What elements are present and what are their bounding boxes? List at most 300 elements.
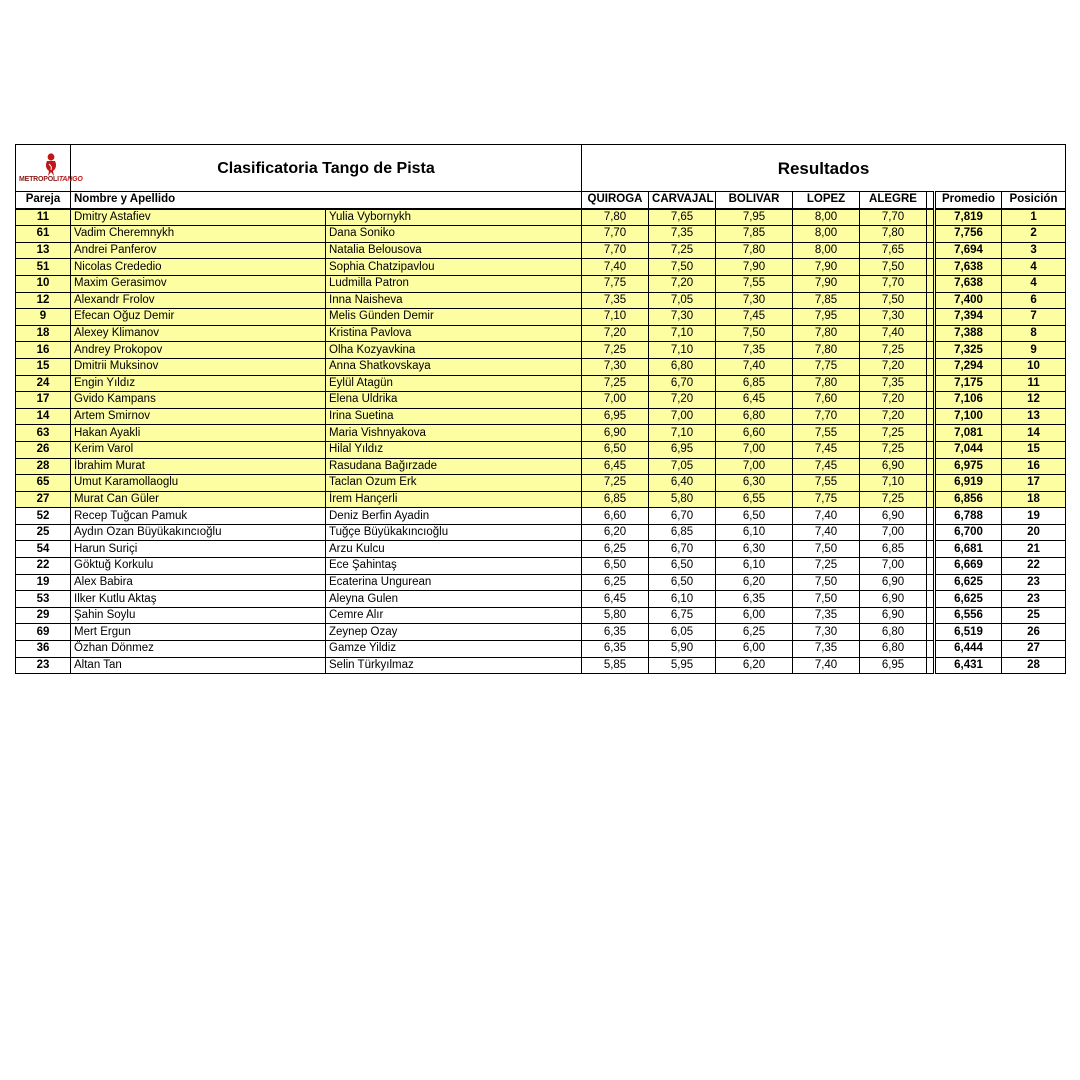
score-alegre: 7,30 (860, 309, 927, 326)
follower-name: Deniz Berfin Ayadin (326, 508, 582, 525)
score-lopez: 8,00 (793, 242, 860, 259)
score-lopez: 7,85 (793, 292, 860, 309)
table-row (16, 342, 1066, 359)
score-alegre: 7,20 (860, 358, 927, 375)
leader-name: Özhan Dönmez (71, 641, 326, 658)
promedio-value: 7,081 (935, 425, 1002, 442)
pareja-number: 69 (16, 624, 71, 641)
title-row (16, 145, 1066, 192)
pareja-number: 65 (16, 475, 71, 492)
score-alegre: 7,50 (860, 259, 927, 276)
score-quiroga: 7,40 (582, 259, 649, 276)
follower-name: Zeynep Ozay (326, 624, 582, 641)
score-carvajal: 7,00 (649, 408, 716, 425)
score-lopez: 7,80 (793, 325, 860, 342)
separator-cell (927, 624, 935, 641)
score-quiroga: 6,95 (582, 408, 649, 425)
score-lopez: 8,00 (793, 226, 860, 243)
separator-cell (927, 226, 935, 243)
pareja-number: 51 (16, 259, 71, 276)
score-carvajal: 7,20 (649, 392, 716, 409)
score-carvajal: 7,10 (649, 425, 716, 442)
score-lopez: 7,75 (793, 358, 860, 375)
table-row (16, 558, 1066, 575)
pareja-number: 25 (16, 524, 71, 541)
promedio-value: 7,819 (935, 209, 1002, 226)
table-row (16, 591, 1066, 608)
logo (16, 145, 83, 192)
follower-name: Maria Vishnyakova (326, 425, 582, 442)
pareja-number: 19 (16, 574, 71, 591)
score-bolivar: 6,85 (716, 375, 793, 392)
score-lopez: 7,80 (793, 375, 860, 392)
pareja-number: 15 (16, 358, 71, 375)
promedio-value: 7,400 (935, 292, 1002, 309)
score-bolivar: 6,50 (716, 508, 793, 525)
score-bolivar: 6,20 (716, 657, 793, 674)
separator-cell (927, 641, 935, 658)
table-row (16, 475, 1066, 492)
follower-name: Aleyna Gulen (326, 591, 582, 608)
score-alegre: 7,80 (860, 226, 927, 243)
leader-name: Kerim Varol (71, 441, 326, 458)
score-bolivar: 7,80 (716, 242, 793, 259)
score-carvajal: 6,05 (649, 624, 716, 641)
posicion-value: 23 (1002, 574, 1066, 591)
posicion-value: 17 (1002, 475, 1066, 492)
follower-name: Ecaterina Ungurean (326, 574, 582, 591)
posicion-value: 28 (1002, 657, 1066, 674)
score-alegre: 7,25 (860, 425, 927, 442)
follower-name: Eylül Atagün (326, 375, 582, 392)
header-judge-bolivar: BOLIVAR (716, 192, 793, 209)
promedio-value: 7,100 (935, 408, 1002, 425)
separator-cell (927, 475, 935, 492)
posicion-value: 12 (1002, 392, 1066, 409)
pareja-number: 23 (16, 657, 71, 674)
promedio-value: 7,106 (935, 392, 1002, 409)
score-alegre: 6,90 (860, 458, 927, 475)
promedio-value: 6,788 (935, 508, 1002, 525)
follower-name: Yulia Vybornykh (326, 209, 582, 226)
score-bolivar: 7,00 (716, 458, 793, 475)
score-alegre: 7,70 (860, 209, 927, 226)
separator-cell (927, 375, 935, 392)
leader-name: Ilker Kutlu Aktaş (71, 591, 326, 608)
score-lopez: 7,60 (793, 392, 860, 409)
score-quiroga: 6,90 (582, 425, 649, 442)
posicion-value: 8 (1002, 325, 1066, 342)
score-alegre: 6,90 (860, 591, 927, 608)
header-posicion: Posición (1002, 192, 1066, 209)
score-carvajal: 6,70 (649, 541, 716, 558)
leader-name: Altan Tan (71, 657, 326, 674)
score-alegre: 7,50 (860, 292, 927, 309)
header-judge-quiroga: QUIROGA (582, 192, 649, 209)
score-carvajal: 7,10 (649, 342, 716, 359)
pareja-number: 22 (16, 558, 71, 575)
score-lopez: 7,50 (793, 591, 860, 608)
score-bolivar: 6,55 (716, 491, 793, 508)
leader-name: Efecan Oğuz Demir (71, 309, 326, 326)
separator-cell (927, 358, 935, 375)
separator-cell (927, 292, 935, 309)
score-carvajal: 6,80 (649, 358, 716, 375)
separator-cell (927, 524, 935, 541)
promedio-value: 6,444 (935, 641, 1002, 658)
posicion-value: 7 (1002, 309, 1066, 326)
score-alegre: 7,00 (860, 524, 927, 541)
promedio-value: 7,394 (935, 309, 1002, 326)
score-lopez: 7,45 (793, 458, 860, 475)
score-bolivar: 6,10 (716, 524, 793, 541)
score-alegre: 7,25 (860, 441, 927, 458)
score-quiroga: 7,25 (582, 375, 649, 392)
follower-name: Rasudana Bağırzade (326, 458, 582, 475)
score-alegre: 7,65 (860, 242, 927, 259)
score-lopez: 8,00 (793, 209, 860, 226)
score-alegre: 7,00 (860, 558, 927, 575)
score-quiroga: 5,80 (582, 607, 649, 624)
score-quiroga: 7,30 (582, 358, 649, 375)
score-alegre: 6,95 (860, 657, 927, 674)
promedio-value: 7,694 (935, 242, 1002, 259)
table-row (16, 209, 1066, 226)
follower-name: Natalia Belousova (326, 242, 582, 259)
score-quiroga: 7,25 (582, 342, 649, 359)
header-promedio: Promedio (935, 192, 1002, 209)
pareja-number: 10 (16, 275, 71, 292)
follower-name: Kristina Pavlova (326, 325, 582, 342)
score-carvajal: 7,05 (649, 458, 716, 475)
leader-name: Engin Yıldız (71, 375, 326, 392)
table-row (16, 392, 1066, 409)
table-row (16, 242, 1066, 259)
table-row (16, 309, 1066, 326)
promedio-value: 7,638 (935, 259, 1002, 276)
score-bolivar: 6,80 (716, 408, 793, 425)
separator-cell (927, 392, 935, 409)
score-lopez: 7,25 (793, 558, 860, 575)
score-alegre: 6,85 (860, 541, 927, 558)
score-bolivar: 6,10 (716, 558, 793, 575)
leader-name: Alexey Klimanov (71, 325, 326, 342)
posicion-value: 26 (1002, 624, 1066, 641)
promedio-value: 7,175 (935, 375, 1002, 392)
score-carvajal: 7,30 (649, 309, 716, 326)
score-carvajal: 7,50 (649, 259, 716, 276)
score-bolivar: 7,50 (716, 325, 793, 342)
score-carvajal: 7,20 (649, 275, 716, 292)
promedio-value: 6,681 (935, 541, 1002, 558)
separator-cell (927, 541, 935, 558)
follower-name: Ece Şahintaş (326, 558, 582, 575)
follower-name: Elena Uldrika (326, 392, 582, 409)
pareja-number: 28 (16, 458, 71, 475)
score-bolivar: 7,30 (716, 292, 793, 309)
leader-name: Umut Karamollaoglu (71, 475, 326, 492)
leader-name: Andrey Prokopov (71, 342, 326, 359)
separator-cell (927, 574, 935, 591)
score-lopez: 7,50 (793, 574, 860, 591)
leader-name: Göktuğ Korkulu (71, 558, 326, 575)
table-row (16, 275, 1066, 292)
leader-name: Artem Smirnov (71, 408, 326, 425)
follower-name: Gamze Yildiz (326, 641, 582, 658)
score-bolivar: 7,00 (716, 441, 793, 458)
promedio-value: 6,431 (935, 657, 1002, 674)
leader-name: Andrei Panferov (71, 242, 326, 259)
promedio-value: 6,669 (935, 558, 1002, 575)
promedio-value: 6,975 (935, 458, 1002, 475)
pareja-number: 54 (16, 541, 71, 558)
score-carvajal: 6,40 (649, 475, 716, 492)
header-separator (927, 192, 935, 209)
results-title: Resultados (582, 145, 1066, 192)
table-row (16, 657, 1066, 674)
separator-cell (927, 441, 935, 458)
score-quiroga: 7,10 (582, 309, 649, 326)
follower-name: Melis Günden Demir (326, 309, 582, 326)
leader-name: Gvido Kampans (71, 392, 326, 409)
header-judge-lopez: LOPEZ (793, 192, 860, 209)
score-bolivar: 6,00 (716, 607, 793, 624)
score-alegre: 7,10 (860, 475, 927, 492)
follower-name: Ludmilla Patron (326, 275, 582, 292)
score-carvajal: 6,85 (649, 524, 716, 541)
table-row (16, 292, 1066, 309)
promedio-value: 7,756 (935, 226, 1002, 243)
posicion-value: 22 (1002, 558, 1066, 575)
pareja-number: 16 (16, 342, 71, 359)
separator-cell (927, 342, 935, 359)
follower-name: Cemre Alır (326, 607, 582, 624)
score-alegre: 6,80 (860, 641, 927, 658)
table-row (16, 491, 1066, 508)
table-row (16, 325, 1066, 342)
posicion-value: 19 (1002, 508, 1066, 525)
follower-name: Irina Suetina (326, 408, 582, 425)
score-lopez: 7,50 (793, 541, 860, 558)
posicion-value: 23 (1002, 591, 1066, 608)
posicion-value: 4 (1002, 259, 1066, 276)
score-carvajal: 7,10 (649, 325, 716, 342)
score-quiroga: 6,85 (582, 491, 649, 508)
score-alegre: 7,25 (860, 491, 927, 508)
table-row (16, 259, 1066, 276)
score-carvajal: 6,70 (649, 375, 716, 392)
separator-cell (927, 491, 935, 508)
table-row (16, 441, 1066, 458)
posicion-value: 25 (1002, 607, 1066, 624)
separator-cell (927, 657, 935, 674)
score-alegre: 6,90 (860, 607, 927, 624)
posicion-value: 10 (1002, 358, 1066, 375)
follower-name: Anna Shatkovskaya (326, 358, 582, 375)
promedio-value: 6,700 (935, 524, 1002, 541)
table-row (16, 408, 1066, 425)
score-lopez: 7,75 (793, 491, 860, 508)
score-bolivar: 6,25 (716, 624, 793, 641)
score-bolivar: 7,35 (716, 342, 793, 359)
score-lopez: 7,45 (793, 441, 860, 458)
separator-cell (927, 458, 935, 475)
pareja-number: 27 (16, 491, 71, 508)
pareja-number: 63 (16, 425, 71, 442)
follower-name: Tuğçe Büyükakıncıoğlu (326, 524, 582, 541)
score-quiroga: 7,35 (582, 292, 649, 309)
promedio-value: 6,625 (935, 574, 1002, 591)
table-row (16, 541, 1066, 558)
leader-name: Hakan Ayakli (71, 425, 326, 442)
results-table (15, 144, 1066, 674)
score-lopez: 7,35 (793, 607, 860, 624)
score-bolivar: 6,35 (716, 591, 793, 608)
score-bolivar: 7,85 (716, 226, 793, 243)
pareja-number: 12 (16, 292, 71, 309)
score-alegre: 7,20 (860, 408, 927, 425)
score-lopez: 7,80 (793, 342, 860, 359)
score-alegre: 6,80 (860, 624, 927, 641)
score-carvajal: 6,50 (649, 574, 716, 591)
score-lopez: 7,40 (793, 508, 860, 525)
score-carvajal: 6,50 (649, 558, 716, 575)
promedio-value: 6,625 (935, 591, 1002, 608)
score-alegre: 7,40 (860, 325, 927, 342)
leader-name: Şahin Soylu (71, 607, 326, 624)
page-title: Clasificatoria Tango de Pista (71, 145, 582, 192)
score-lopez: 7,95 (793, 309, 860, 326)
table-row (16, 524, 1066, 541)
table-row (16, 574, 1066, 591)
separator-cell (927, 209, 935, 226)
score-carvajal: 5,90 (649, 641, 716, 658)
score-quiroga: 7,70 (582, 226, 649, 243)
score-bolivar: 6,30 (716, 541, 793, 558)
table-row (16, 458, 1066, 475)
promedio-value: 6,556 (935, 607, 1002, 624)
pareja-number: 24 (16, 375, 71, 392)
leader-name: İbrahim Murat (71, 458, 326, 475)
header-nombre: Nombre y Apellido (71, 192, 582, 209)
score-carvajal: 6,10 (649, 591, 716, 608)
score-carvajal: 5,80 (649, 491, 716, 508)
separator-cell (927, 309, 935, 326)
posicion-value: 14 (1002, 425, 1066, 442)
leader-name: Murat Can Güler (71, 491, 326, 508)
score-quiroga: 7,25 (582, 475, 649, 492)
score-quiroga: 6,35 (582, 641, 649, 658)
score-carvajal: 7,35 (649, 226, 716, 243)
separator-cell (927, 259, 935, 276)
score-lopez: 7,90 (793, 275, 860, 292)
leader-name: Alexandr Frolov (71, 292, 326, 309)
tango-dancer-icon (43, 152, 59, 176)
follower-name: Selin Türkyılmaz (326, 657, 582, 674)
pareja-number: 52 (16, 508, 71, 525)
posicion-value: 20 (1002, 524, 1066, 541)
table-row (16, 624, 1066, 641)
score-quiroga: 6,20 (582, 524, 649, 541)
logo-wordmark: METROPOLITANGO (19, 176, 83, 183)
score-bolivar: 6,60 (716, 425, 793, 442)
header-judge-alegre: ALEGRE (860, 192, 927, 209)
score-quiroga: 6,35 (582, 624, 649, 641)
score-bolivar: 6,30 (716, 475, 793, 492)
separator-cell (927, 242, 935, 259)
follower-name: Olha Kozyavkina (326, 342, 582, 359)
pareja-number: 9 (16, 309, 71, 326)
leader-name: Dmitrii Muksinov (71, 358, 326, 375)
posicion-value: 4 (1002, 275, 1066, 292)
score-quiroga: 6,50 (582, 558, 649, 575)
score-alegre: 6,90 (860, 508, 927, 525)
score-carvajal: 6,95 (649, 441, 716, 458)
score-quiroga: 7,20 (582, 325, 649, 342)
posicion-value: 21 (1002, 541, 1066, 558)
score-lopez: 7,30 (793, 624, 860, 641)
score-carvajal: 7,65 (649, 209, 716, 226)
follower-name: İrem Hançerli (326, 491, 582, 508)
score-alegre: 7,35 (860, 375, 927, 392)
score-quiroga: 6,25 (582, 574, 649, 591)
table-row (16, 358, 1066, 375)
follower-name: Inna Naisheva (326, 292, 582, 309)
table-row (16, 607, 1066, 624)
score-carvajal: 6,70 (649, 508, 716, 525)
table-row (16, 425, 1066, 442)
leader-name: Dmitry Astafiev (71, 209, 326, 226)
score-carvajal: 7,25 (649, 242, 716, 259)
score-bolivar: 7,40 (716, 358, 793, 375)
posicion-value: 13 (1002, 408, 1066, 425)
score-quiroga: 7,70 (582, 242, 649, 259)
table-row (16, 226, 1066, 243)
score-quiroga: 7,75 (582, 275, 649, 292)
pareja-number: 61 (16, 226, 71, 243)
score-quiroga: 7,00 (582, 392, 649, 409)
pareja-number: 29 (16, 607, 71, 624)
score-bolivar: 7,55 (716, 275, 793, 292)
separator-cell (927, 275, 935, 292)
separator-cell (927, 408, 935, 425)
posicion-value: 3 (1002, 242, 1066, 259)
score-quiroga: 6,45 (582, 591, 649, 608)
separator-cell (927, 558, 935, 575)
score-quiroga: 5,85 (582, 657, 649, 674)
posicion-value: 18 (1002, 491, 1066, 508)
separator-cell (927, 607, 935, 624)
header-row (16, 192, 1066, 209)
separator-cell (927, 508, 935, 525)
posicion-value: 16 (1002, 458, 1066, 475)
leader-name: Aydın Ozan Büyükakıncıoğlu (71, 524, 326, 541)
posicion-value: 6 (1002, 292, 1066, 309)
leader-name: Maxim Gerasimov (71, 275, 326, 292)
separator-cell (927, 591, 935, 608)
leader-name: Vadim Cheremnykh (71, 226, 326, 243)
posicion-value: 27 (1002, 641, 1066, 658)
leader-name: Recep Tuğcan Pamuk (71, 508, 326, 525)
score-bolivar: 6,20 (716, 574, 793, 591)
score-carvajal: 5,95 (649, 657, 716, 674)
header-pareja: Pareja (16, 192, 71, 209)
score-bolivar: 7,95 (716, 209, 793, 226)
score-carvajal: 6,75 (649, 607, 716, 624)
score-alegre: 7,70 (860, 275, 927, 292)
promedio-value: 6,856 (935, 491, 1002, 508)
score-bolivar: 6,45 (716, 392, 793, 409)
